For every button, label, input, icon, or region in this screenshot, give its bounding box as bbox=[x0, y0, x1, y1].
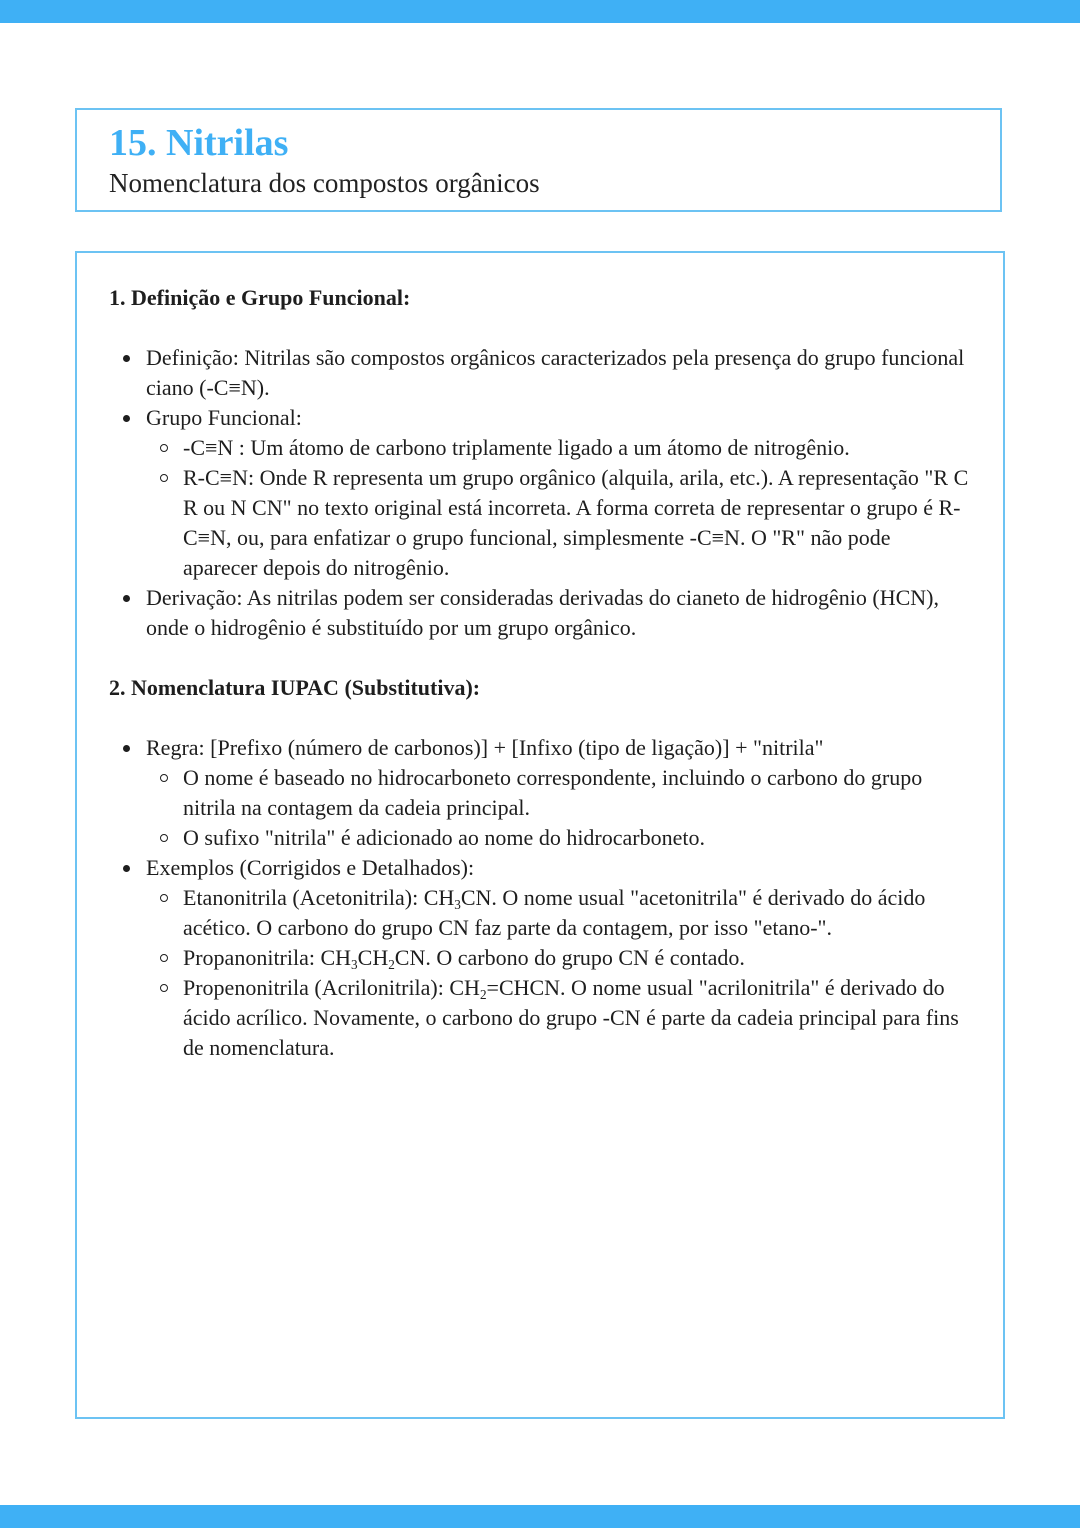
list-item bbox=[109, 403, 969, 583]
list-item-text: Exemplos (Corrigidos e Detalhados): bbox=[146, 855, 475, 880]
list-item-text: Derivação: As nitrilas podem ser consideradas derivadas do cianeto de hidrogênio (HCN), onde o hidrogênio é substituído por um grupo orgânico. bbox=[146, 585, 939, 640]
sublist bbox=[146, 433, 969, 583]
content bbox=[109, 283, 969, 1063]
content-box bbox=[75, 251, 1005, 1419]
page-title: 15. Nitrilas bbox=[109, 122, 289, 164]
nomenclatura-list bbox=[109, 733, 969, 1063]
list-item-text: Grupo Funcional: bbox=[146, 405, 302, 430]
section-heading-definicao: 1. Definição e Grupo Funcional: bbox=[109, 285, 411, 310]
list-item-text: Definição: Nitrilas são compostos orgânicos caracterizados pela presença do grupo funcional ciano (-C≡N). bbox=[146, 345, 965, 400]
sublist-item: -C≡N : Um átomo de carbono triplamente ligado a um átomo de nitrogênio. bbox=[146, 433, 969, 463]
sublist bbox=[146, 883, 969, 1063]
list-item-text: Regra: [Prefixo (número de carbonos)] + [Infixo (tipo de ligação)] + "nitrila" bbox=[146, 735, 824, 760]
definicao-list bbox=[109, 343, 969, 643]
sublist bbox=[146, 763, 969, 853]
section-heading-nomenclatura: 2. Nomenclatura IUPAC (Substitutiva): bbox=[109, 675, 481, 700]
example-item: Propanonitrila: $CH_3CH_2CN$. O carbono do grupo CN é contado. bbox=[146, 943, 969, 973]
list-item bbox=[109, 853, 969, 1063]
sublist-item: O nome é baseado no hidrocarboneto correspondente, incluindo o carbono do grupo nitrila na contagem da cadeia principal. bbox=[146, 763, 969, 823]
page-subtitle: Nomenclatura dos compostos orgânicos bbox=[109, 168, 540, 198]
list-item bbox=[109, 343, 969, 403]
sublist-item: R-C≡N: Onde R representa um grupo orgânico (alquila, arila, etc.). A representação "R C R ou N CN" no texto original está incorreta. A forma correta de representar o grupo é R-C≡N, ou, para enfatizar o grupo funcional, simplesmente -C≡N. O "R" não pode aparecer depois do nitrogênio. bbox=[146, 463, 969, 583]
list-item bbox=[109, 583, 969, 643]
list-item bbox=[109, 733, 969, 853]
sublist-item: O sufixo "nitrila" é adicionado ao nome do hidrocarboneto. bbox=[146, 823, 969, 853]
title-box bbox=[75, 108, 1002, 212]
example-item: Etanonitrila (Acetonitrila): $CH_3CN$. O nome usual "acetonitrila" é derivado do ácido acético. O carbono do grupo CN faz parte da contagem, por isso "etano-". bbox=[146, 883, 969, 943]
bottom-accent-bar bbox=[0, 1505, 1080, 1528]
top-accent-bar bbox=[0, 0, 1080, 23]
example-item: Propenonitrila (Acrilonitrila): $CH_2=CHCN$. O nome usual "acrilonitrila" é derivado do ácido acrílico. Novamente, o carbono do grupo -CN é parte da cadeia principal para fins de nomenclatura. bbox=[146, 973, 969, 1063]
